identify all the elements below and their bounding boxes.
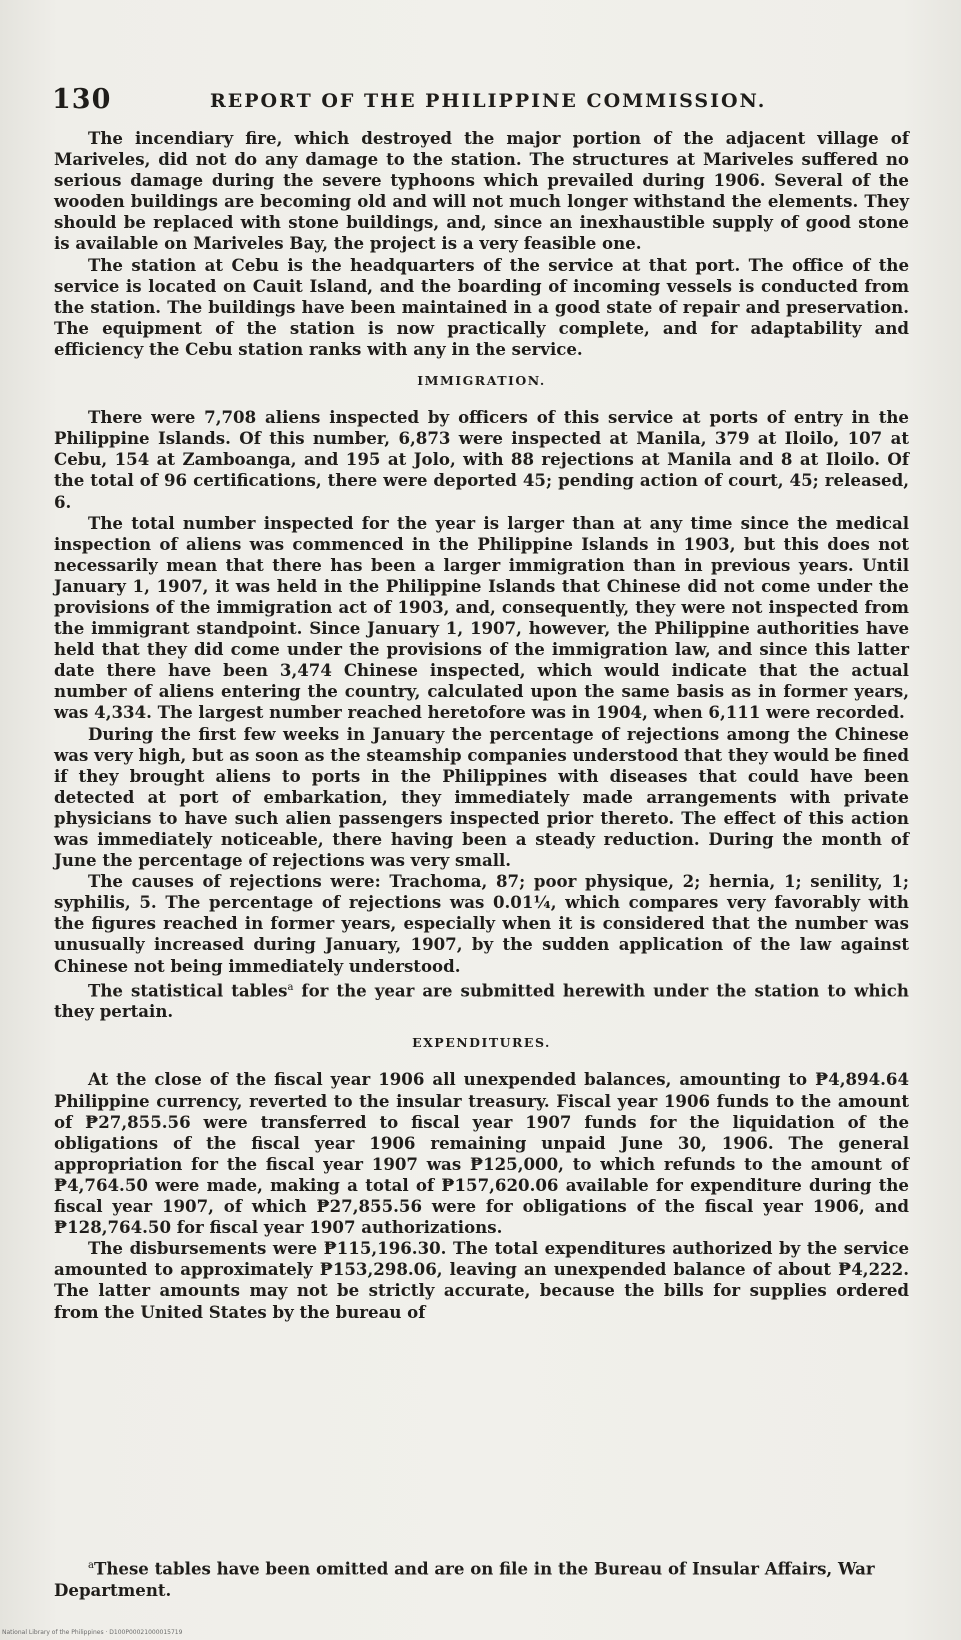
- paragraph-disbursements: The disbursements were ₱115,196.30. The total expenditures authorized by the service amounted to approximately ₱153,298.06, leaving an unexpended balance of about ₱4,222. The latter amounts may not be strictly accurate, because the bills for supplies ordered from the United States by the bureau of: [54, 1238, 909, 1322]
- section-heading-immigration: IMMIGRATION.: [417, 373, 546, 389]
- paragraph-statistical-tables: [54, 977, 909, 1023]
- paragraph-rejections-january: During the first few weeks in January the percentage of rejections among the Chinese was very high, but as soon as the steamship companies understood that they would be fined if they brought aliens to ports in the Philippines with diseases that could have been detected at port of embarkation, they immediately made arrangements with private physicians to have such alien passengers inspected prior thereto. The effect of this action was immediately noticeable, there having been a steady reduction. During the month of June the percentage of rejections was very small.: [54, 723, 909, 871]
- paragraph-mariveles: The incendiary fire, which destroyed the major portion of the adjacent village of Mariveles, did not do any damage to the station. The structures at Mariveles suffered no serious damage during the severe typhoons which prevailed during 1906. Several of the wooden buildings are becoming old and will not much longer withstand the elements. They should be replaced with stone buildings, and, since an inexhaustible supply of good stone is available on Mariveles Bay, the project is a very feasible one.: [54, 128, 909, 254]
- paragraph-aliens-inspected: There were 7,708 aliens inspected by officers of this service at ports of entry in the Philippine Islands. Of this number, 6,873 were inspected at Manila, 379 at Iloilo, 107 at Cebu, 154 at Zamboanga, and 195 at Jolo, with 88 rejections at Manila and 8 at Iloilo. Of the total of 96 certifications, there were deported 45; pending action of court, 45; released, 6.: [54, 407, 909, 512]
- body-text: [54, 128, 909, 1323]
- page-header: [52, 84, 912, 124]
- footnote-text-line: [54, 1555, 909, 1601]
- paragraph-causes-of-rejections: The causes of rejections were: Trachoma, 87; poor physique, 2; hernia, 1; senility, 1; syphilis, 5. The percentage of rejections was 0.01¼, which compares very favorably with the figures reached in former years, especially when it is considered that the number was unusually increased during January, 1907, by the sudden application of the law against Chinese not being immediately understood.: [54, 871, 909, 976]
- scan-credit: National Library of the Philippines · D100P00021000015719: [2, 1629, 183, 1636]
- footnote: [54, 1555, 909, 1601]
- paragraph-fiscal-balances: At the close of the fiscal year 1906 all unexpended balances, amounting to ₱4,894.64 Philippine currency, reverted to the insular treasury. Fiscal year 1906 funds to the amount of ₱27,855.56 were transferred to fiscal year 1907 funds for the liquidation of the obligations of the fiscal year 1906 remaining unpaid June 30, 1906. The general appropriation for the fiscal year 1907 was ₱125,000, to which refunds to the amount of ₱4,764.50 were made, making a total of ₱157,620.06 available for expenditure during the fiscal year 1907, of which ₱27,855.56 were for obligations of the fiscal year 1906, and ₱128,764.50 for fiscal year 1907 authorizations.: [54, 1069, 909, 1238]
- paragraph-cebu-station: The station at Cebu is the headquarters of the service at that port. The office of the service is located on Cauit Island, and the boarding of incoming vessels is conducted from the station. The buildings have been maintained in a good state of repair and preservation. The equipment of the station is now practically complete, and for adaptability and efficiency the Cebu station ranks with any in the service.: [54, 254, 909, 359]
- statistical-tables-text-rest: for the year are submitted herewith under the station to which they pertain.: [54, 980, 909, 1022]
- footnote-marker: a: [88, 1560, 94, 1571]
- footnote-reference-marker[interactable]: a: [287, 981, 294, 993]
- page-number: 130: [52, 84, 112, 115]
- paragraph-total-inspected: The total number inspected for the year is larger than at any time since the medical inspection of aliens was commenced in the Philippine Islands in 1903, but this does not necessarily mean that there has been a larger immigration than in previous years. Until January 1, 1907, it was held in the Philippine Islands that Chinese did not come under the provisions of the immigration act of 1903, and, consequently, they were not inspected from the immigrant standpoint. Since January 1, 1907, however, the Philippine authorities have held that they did come under the provisions of the immigration law, and since this latter date there have been 3,474 Chinese inspected, which would indicate that the actual number of aliens entering the country, calculated upon the same basis as in former years, was 4,334. The largest number reached heretofore was in 1904, when 6,111 were recorded.: [54, 512, 909, 723]
- footnote-text: These tables have been omitted and are on file in the Bureau of Insular Affairs, War Department.: [54, 1558, 875, 1600]
- section-heading-expenditures: EXPENDITURES.: [412, 1035, 551, 1051]
- statistical-tables-text: The statistical tables: [88, 980, 288, 1001]
- running-title: REPORT OF THE PHILIPPINE COMMISSION.: [210, 90, 767, 112]
